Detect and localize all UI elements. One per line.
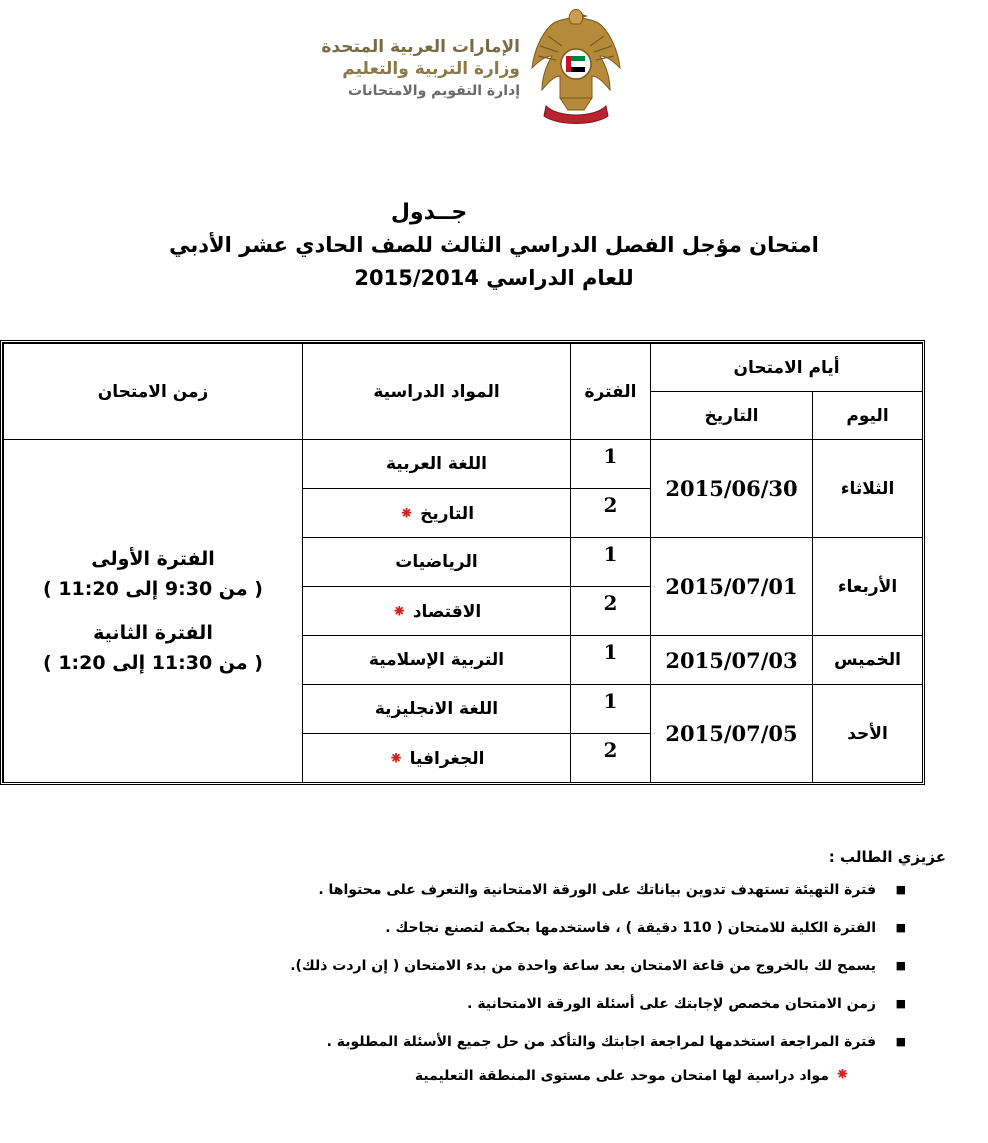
list-item (16, 1032, 946, 1052)
second-period-label: الفترة الثانية (93, 622, 213, 644)
note-text: فترة المراجعة استخدمها لمراجعة اجابتك والتأكد من حل جميع الأسئلة المطلوبة . (326, 1034, 876, 1050)
note-text: زمن الامتحان مخصص لإجابتك على أسئلة الورقة الامتحانية . (467, 996, 876, 1012)
list-item (16, 994, 946, 1014)
subject-name: التربية الإسلامية (368, 650, 505, 670)
first-period-range: ( من 9:30 إلى 11:20 ) (43, 578, 263, 600)
header-period: الفترة (571, 344, 651, 440)
unified-exam-star-icon: ⁕ (398, 502, 415, 524)
period-cell: 1 (571, 440, 651, 489)
subject-cell (303, 538, 571, 587)
exam-schedule-table (0, 340, 925, 785)
title-line-2: امتحان مؤجل الفصل الدراسي الثالث للصف الحادي عشر الأدبي (169, 233, 819, 257)
date-cell: 2015/07/03 (651, 636, 813, 685)
bullet-icon: ■ (895, 997, 906, 1010)
first-period-time (4, 544, 302, 604)
header-day: اليوم (813, 392, 923, 440)
header-date: التاريخ (651, 392, 813, 440)
period-cell: 2 (571, 734, 651, 783)
notes-title: عزيزي الطالب : (828, 848, 946, 866)
subject-name: الرياضيات (395, 552, 478, 572)
second-period-time (4, 618, 302, 678)
date-cell: 2015/07/05 (651, 685, 813, 783)
schedule-title (0, 196, 988, 295)
list-item (16, 918, 946, 938)
subject-cell (303, 440, 571, 489)
unified-exam-star-icon: ⁕ (834, 1064, 850, 1085)
subject-cell (303, 734, 571, 783)
uae-emblem-icon (528, 6, 624, 126)
title-line-3: للعام الدراسي 2015/2014 (354, 266, 634, 290)
subject-cell (303, 489, 571, 538)
bullet-icon: ■ (895, 921, 906, 934)
second-period-range: ( من 11:30 إلى 1:20 ) (43, 652, 263, 674)
period-cell: 1 (571, 538, 651, 587)
exam-time-cell (4, 440, 303, 783)
day-cell: الخميس (813, 636, 923, 685)
note-text: يسمح لك بالخروج من قاعة الامتحان بعد ساعة واحدة من بدء الامتحان ( إن اردت ذلك). (290, 958, 876, 974)
subject-cell (303, 587, 571, 636)
country-name: الإمارات العربية المتحدة (321, 37, 520, 57)
day-cell: الثلاثاء (813, 440, 923, 538)
subject-name: اللغة العربية (386, 454, 487, 474)
footnote (16, 1064, 946, 1085)
header-subjects: المواد الدراسية (303, 344, 571, 440)
date-cell: 2015/07/01 (651, 538, 813, 636)
header-exam-time: زمن الامتحان (4, 344, 303, 440)
student-notes (16, 848, 946, 1085)
department-name: إدارة التقويم والامتحانات (348, 83, 520, 99)
day-cell: الأربعاء (813, 538, 923, 636)
organization-name (320, 36, 520, 102)
bullet-icon: ■ (895, 959, 906, 972)
subject-name: الاقتصاد (412, 601, 482, 622)
first-period-label: الفترة الأولى (91, 548, 215, 570)
footnote-text: مواد دراسية لها امتحان موحد على مستوى المنطقة التعليمية (414, 1068, 829, 1084)
table-row (4, 440, 923, 489)
subject-name: الجغرافيا (409, 748, 485, 769)
ministry-header (320, 6, 630, 126)
notes-list (16, 880, 946, 1052)
title-line-1: جــدول (390, 200, 468, 225)
subject-name: التاريخ (420, 503, 475, 524)
bullet-icon: ■ (895, 1035, 906, 1048)
subject-cell (303, 685, 571, 734)
list-item (16, 880, 946, 900)
period-cell: 2 (571, 489, 651, 538)
day-cell: الأحد (813, 685, 923, 783)
date-cell: 2015/06/30 (651, 440, 813, 538)
period-cell: 1 (571, 636, 651, 685)
subject-name: اللغة الانجليزية (374, 699, 499, 719)
period-cell: 1 (571, 685, 651, 734)
period-cell: 2 (571, 587, 651, 636)
unified-exam-star-icon: ⁕ (391, 600, 407, 622)
note-text: الفترة الكلية للامتحان ( 110 دقيقة ) ، فاستخدمها بحكمة لتصنع نجاحك . (385, 920, 876, 936)
bullet-icon: ■ (895, 883, 906, 896)
note-text: فترة التهيئة تستهدف تدوين بياناتك على الورقة الامتحانية والتعرف على محتواها . (318, 882, 876, 898)
unified-exam-star-icon: ⁕ (388, 747, 404, 769)
subject-cell (303, 636, 571, 685)
list-item (16, 956, 946, 976)
header-exam-days: أيام الامتحان (651, 344, 923, 392)
ministry-name: وزارة التربية والتعليم (342, 59, 520, 79)
